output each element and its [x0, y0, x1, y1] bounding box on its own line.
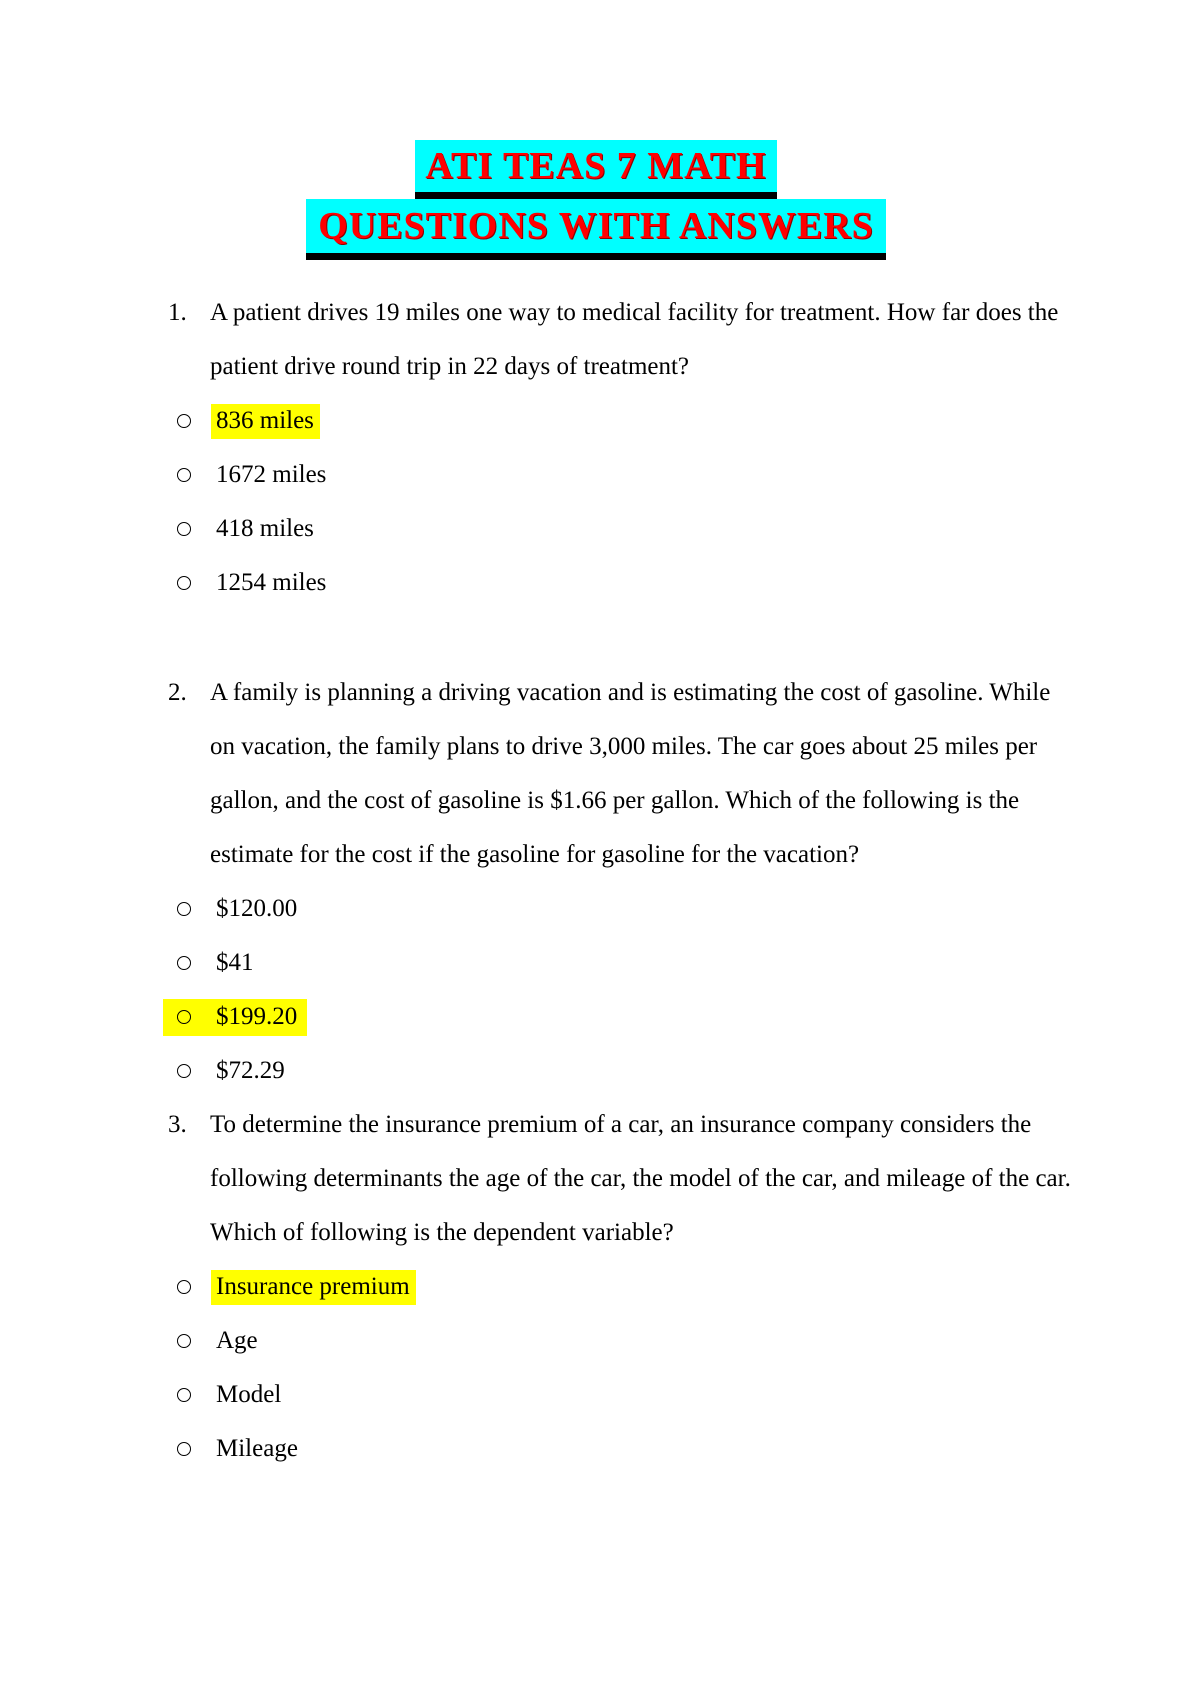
question-block [0, 666, 1192, 1098]
option-row [0, 882, 1192, 936]
question-line: on vacation, the family plans to drive 3,000 miles. The car goes about 25 miles per [210, 733, 1038, 760]
answer-highlight [163, 999, 307, 1036]
question-block [0, 286, 1192, 610]
question-line: estimate for the cost if the gasoline for gasoline for the vacation? [210, 841, 860, 868]
option-bullet-icon [177, 576, 191, 590]
option-bullet-icon [177, 1064, 191, 1078]
option-row [0, 394, 1192, 448]
option-row [0, 556, 1192, 610]
question-line: To determine the insurance premium of a car, an insurance company considers the [210, 1111, 1032, 1138]
question-number: 3. [168, 1111, 187, 1138]
option-label: Mileage [216, 1435, 298, 1462]
option-row [0, 448, 1192, 502]
option-bullet-icon [177, 1442, 191, 1456]
question-line: A patient drives 19 miles one way to medical facility for treatment. How far does the [210, 299, 1059, 326]
option-label: $199.20 [216, 1002, 298, 1030]
option-bullet-icon [177, 468, 191, 482]
question-line: A family is planning a driving vacation and is estimating the cost of gasoline. While [210, 679, 1051, 706]
option-bullet-icon [177, 956, 191, 970]
question-line: Which of following is the dependent variable? [210, 1219, 674, 1246]
title-line-2: QUESTIONS WITH ANSWERS [306, 199, 886, 260]
answer-highlight: Insurance premium [211, 1270, 416, 1305]
question-line: patient drive round trip in 22 days of treatment? [210, 353, 690, 380]
option-label: Age [216, 1327, 258, 1354]
questions-list [0, 286, 1192, 1476]
question-number: 2. [168, 679, 187, 706]
option-row [0, 936, 1192, 990]
option-row [0, 1044, 1192, 1098]
option-row [0, 1422, 1192, 1476]
option-row [0, 1314, 1192, 1368]
option-bullet-icon [177, 1334, 191, 1348]
option-bullet-icon [177, 1280, 191, 1294]
option-label: 1254 miles [216, 569, 327, 596]
question-block [0, 1098, 1192, 1476]
option-bullet-icon [177, 1010, 191, 1024]
option-row [0, 1368, 1192, 1422]
option-bullet-icon [177, 902, 191, 916]
option-label: $120.00 [216, 895, 298, 922]
option-label: 418 miles [216, 515, 314, 542]
option-row [0, 1260, 1192, 1314]
option-bullet-icon [177, 1388, 191, 1402]
question-line: gallon, and the cost of gasoline is $1.66 per gallon. Which of the following is the [210, 787, 1020, 814]
option-label: Model [216, 1381, 282, 1408]
option-label: $41 [216, 949, 254, 976]
question-line: following determinants the age of the car, the model of the car, and mileage of the car. [210, 1165, 1071, 1192]
option-row [0, 502, 1192, 556]
question-number: 1. [168, 299, 187, 326]
option-label: 1672 miles [216, 461, 327, 488]
option-row [0, 990, 1192, 1044]
option-bullet-icon [177, 522, 191, 536]
question-gap [0, 610, 1192, 666]
title-banner [0, 0, 1192, 260]
option-label: $72.29 [216, 1057, 285, 1084]
answer-highlight: 836 miles [211, 404, 320, 439]
option-bullet-icon [177, 414, 191, 428]
title-line-1: ATI TEAS 7 MATH [415, 140, 776, 199]
